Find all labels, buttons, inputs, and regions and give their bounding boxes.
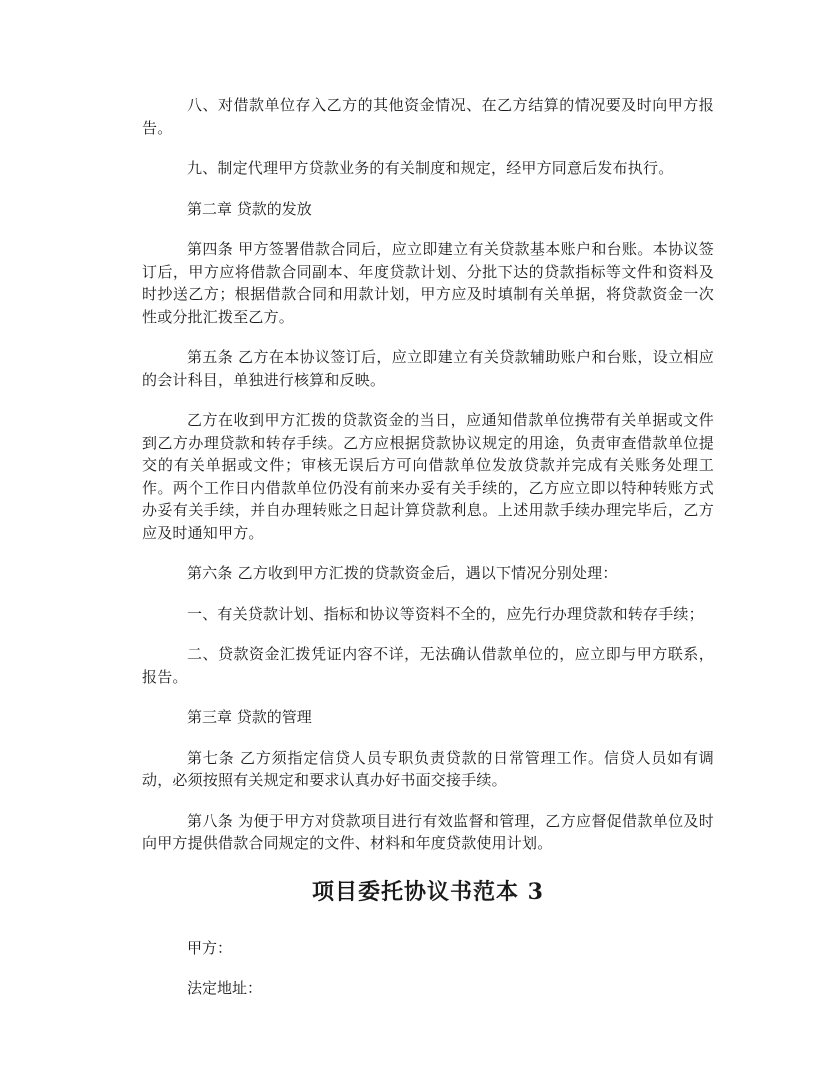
article-4: 第四条 甲方签署借款合同后，应立即建立有关贷款基本账户和台账。本协议签订后，甲方应将借款合同副本、年度贷款计划、分批下达的贷款指标等文件和资料及时抄送乙方；根据借款合同和用款计划，甲方应及时填制有关单据，将贷款资金一次性或分批汇拨至乙方。 [142,240,714,326]
article-5-continued: 乙方在收到甲方汇拨的贷款资金的当日，应通知借款单位携带有关单据或文件到乙方办理贷款和转存手续。乙方应根据贷款协议规定的用途，负责审查借款单位提交的有关单据或文件；审核无误后方可向借款单位发放贷款并完成有关账务处理工作。两个工作日内借款单位仍没有前来办妥有关手续的，乙方应立即以特种转账方式办妥有关手续，并自办理转账之日起计算贷款利息。上述用款手续办理完毕后，乙方应及时通知甲方。 [142,411,714,542]
chapter-3-heading: 第三章 贷款的管理 [187,708,312,726]
article-6: 第六条 乙方收到甲方汇拨的贷款资金后，遇以下情况分别处理： [187,564,618,582]
article-6-case-1: 一、有关贷款计划、指标和协议等资料不全的，应先行办理贷款和转存手续； [187,604,704,623]
article-6-case-2: 二、贷款资金汇拨凭证内容不详，无法确认借款单位的，应立即与甲方联系，报告。 [142,645,714,686]
chapter-2-heading: 第二章 贷款的发放 [187,199,312,218]
legal-address-field: 法定地址： [187,979,263,997]
document-body [142,94,714,1018]
article-5: 第五条 乙方在本协议签订后，应立即建立有关贷款辅助账户和台账，设立相应的会计科目，单独进行核算和反映。 [142,348,714,389]
article-8: 第八条 为便于甲方对贷款项目进行有效监督和管理，乙方应督促借款单位及时向甲方提供借款合同规定的文件、材料和年度贷款使用计划。 [142,811,714,852]
paragraph-item-8: 八、对借款单位存入乙方的其他资金情况、在乙方结算的情况要及时向甲方报告。 [142,96,714,137]
paragraph-item-9: 九、制定代理甲方贷款业务的有关制度和规定，经甲方同意后发布执行。 [187,159,674,177]
party-a-field: 甲方： [187,938,233,957]
article-7: 第七条 乙方须指定信贷人员专职负责贷款的日常管理工作。信贷人员如有调动，必须按照有关规定和要求认真办好书面交接手续。 [142,748,714,789]
document-title: 项目委托协议书范本 3 [312,878,544,905]
